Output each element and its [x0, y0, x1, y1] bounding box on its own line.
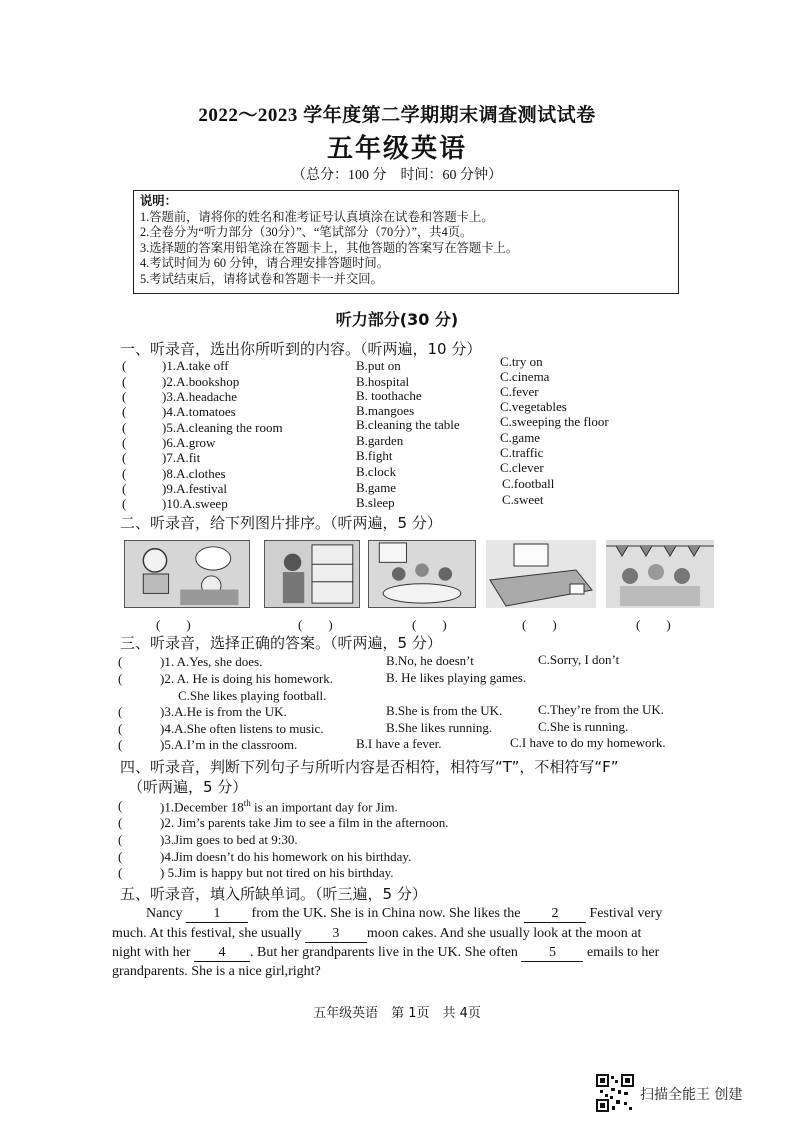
- question-option-b: B.game: [356, 480, 397, 495]
- question-option-b: B. toothache: [356, 388, 422, 403]
- section-3-title: 三、听录音，选择正确的答案。（听两遍，5 分）: [120, 634, 442, 652]
- paren: (: [118, 798, 123, 813]
- question-option-b: B.garden: [356, 433, 404, 448]
- paren: (: [118, 704, 123, 719]
- question-option-a: )6.A.grow: [162, 435, 216, 450]
- paren: (: [122, 466, 127, 481]
- exam-title: 2022～2023 学年度第二学期期末调查测试试卷: [198, 105, 596, 126]
- cloze-text: emails to her: [583, 945, 660, 960]
- tf-text: is an important day for Jim.: [250, 799, 398, 815]
- question-option-c: C.vegetables: [500, 399, 567, 414]
- question-option-b: B.cleaning the table: [356, 417, 460, 432]
- qr-code-icon: [596, 1074, 634, 1112]
- question-option-c: C.clever: [500, 460, 544, 475]
- cloze-line-4: grandparents. She is a nice girl,right?: [112, 964, 321, 979]
- question-option-a: )5.A.cleaning the room: [162, 420, 283, 435]
- cloze-text: moon cakes. And she usually look at the moon at: [366, 926, 642, 941]
- question-option-b: B. He likes playing games.: [386, 670, 527, 685]
- question-option-c: C.traffic: [500, 445, 544, 460]
- question-option-b: B.hospital: [356, 374, 410, 389]
- fridge-scene-illustration: [265, 541, 359, 607]
- question-option-c: C.Sorry, I don’t: [538, 652, 620, 667]
- ordinal-suffix: th: [243, 798, 251, 808]
- section-4-title-cont: （听两遍，5 分）: [128, 778, 248, 796]
- question-option-a: )4.A.She often listens to music.: [160, 721, 324, 736]
- picture-sick-in-bed: [124, 540, 250, 608]
- subject-title: 五年级英语: [326, 134, 467, 164]
- question-option-c: C.She is running.: [538, 719, 629, 734]
- exam-meta: （总分：100 分 时间：60 分钟）: [292, 168, 502, 183]
- question-option-a: )5.A.I’m in the classroom.: [160, 737, 298, 752]
- question-option-c: C.sweeping the floor: [500, 414, 609, 429]
- paren: (: [122, 435, 127, 450]
- instructions-box: [133, 190, 679, 294]
- picture-family-dinner: [368, 540, 476, 608]
- question-option-a: )9.A.festival: [162, 481, 227, 496]
- paren: (: [122, 420, 127, 435]
- question-option-a: )7.A.fit: [162, 450, 201, 465]
- picture-order-blank[interactable]: ( ): [156, 617, 191, 632]
- paren: (: [122, 404, 127, 419]
- dinner-scene-illustration: [369, 541, 475, 607]
- paren: (: [122, 450, 127, 465]
- true-false-item: )2. Jim’s parents take Jim to see a film in the afternoon.: [160, 815, 449, 830]
- picture-fridge: [264, 540, 360, 608]
- section-4-title: 四、听录音，判断下列句子与所听内容是否相符，相符写“T”，不相符写“F”: [120, 758, 619, 776]
- instruction-item: 5.考试结束后，请将试卷和答题卡一并交回。: [140, 271, 383, 286]
- section-1-title: 一、听录音，选出你所听到的内容。（听两遍，10 分）: [120, 340, 482, 358]
- true-false-item: [160, 798, 398, 815]
- cloze-blank-5[interactable]: 5: [521, 945, 583, 962]
- living-room-illustration: [486, 540, 596, 608]
- paren: (: [118, 832, 123, 847]
- cloze-line-1: [146, 906, 662, 923]
- paren: (: [118, 849, 123, 864]
- paren: (: [118, 654, 123, 669]
- question-option-a: )1.A.take off: [162, 358, 229, 373]
- picture-order-blank[interactable]: ( ): [636, 617, 671, 632]
- cloze-text: . But her grandparents live in the UK. She often: [250, 945, 522, 960]
- question-option-b: B.I have a fever.: [356, 736, 442, 751]
- instruction-item: 2.全卷分为“听力部分（30分）”、“笔试部分（70分）”，共4页。: [140, 225, 473, 240]
- paren: (: [118, 865, 123, 880]
- question-option-c: C.football: [502, 476, 555, 491]
- paren: (: [118, 721, 123, 736]
- section-2-title: 二、听录音，给下列图片排序。（听两遍，5 分）: [120, 514, 442, 532]
- question-option-c: C.She likes playing football.: [178, 688, 327, 703]
- section-5-title: 五、听录音，填入所缺单词。（听三遍，5 分）: [120, 885, 427, 903]
- cloze-blank-2[interactable]: 2: [524, 906, 586, 923]
- cloze-blank-3[interactable]: 3: [305, 926, 367, 943]
- qr-code-graphic: [596, 1074, 634, 1112]
- question-option-a: )8.A.clothes: [162, 466, 226, 481]
- paren: (: [118, 737, 123, 752]
- instruction-item: 3.选择题的答案用铅笔涂在答题卡上，其他答题的答案写在答题卡上。: [140, 240, 519, 255]
- paren: (: [122, 358, 127, 373]
- picture-party: [606, 540, 714, 608]
- cloze-line-2: [112, 926, 641, 943]
- question-option-a: )10.A.sweep: [162, 496, 228, 511]
- question-option-b: B.She likes running.: [386, 720, 493, 735]
- true-false-item: )4.Jim doesn’t do his homework on his birthday.: [160, 849, 412, 864]
- question-option-b: B.mangoes: [356, 403, 415, 418]
- cloze-text: Festival very: [586, 906, 663, 921]
- question-option-b: B.She is from the UK.: [386, 703, 503, 718]
- paren: (: [122, 389, 127, 404]
- question-option-a: )3.A.headache: [162, 389, 238, 404]
- question-option-b: B.fight: [356, 448, 393, 463]
- tf-text: )1.December 18: [160, 799, 244, 815]
- picture-order-blank[interactable]: ( ): [412, 617, 447, 632]
- cloze-blank-4[interactable]: 4: [194, 945, 250, 962]
- question-option-c: C.try on: [500, 354, 543, 369]
- instruction-item: 1.答题前，请将你的姓名和准考证号认真填涂在试卷和答题卡上。: [140, 209, 494, 224]
- cloze-line-3: [112, 945, 659, 962]
- cloze-blank-1[interactable]: 1: [186, 906, 248, 923]
- cloze-text: night with her: [112, 945, 195, 960]
- true-false-item: ) 5.Jim is happy but not tired on his birthday.: [160, 865, 394, 880]
- sick-scene-illustration: [125, 541, 249, 607]
- scanner-watermark: 扫描全能王 创建: [640, 1087, 743, 1103]
- paren: (: [122, 481, 127, 496]
- paren: (: [122, 496, 127, 511]
- question-option-c: C.cinema: [500, 369, 550, 384]
- question-option-c: C.I have to do my homework.: [510, 735, 666, 750]
- question-option-b: B.No, he doesn’t: [386, 653, 474, 668]
- picture-living-room: [486, 540, 596, 608]
- question-option-a: )2. A. He is doing his homework.: [160, 671, 333, 686]
- question-option-b: B.put on: [356, 358, 401, 373]
- picture-order-blank[interactable]: ( ): [522, 617, 557, 632]
- cloze-text: from the UK. She is in China now. She likes the: [248, 906, 524, 921]
- question-option-c: C.They’re from the UK.: [538, 702, 664, 717]
- question-option-a: )2.A.bookshop: [162, 374, 240, 389]
- paren: (: [118, 815, 123, 830]
- question-option-b: B.sleep: [356, 495, 395, 510]
- question-option-a: )4.A.tomatoes: [162, 404, 236, 419]
- question-option-a: )3.A.He is from the UK.: [160, 704, 287, 719]
- party-scene-illustration: [606, 540, 714, 608]
- paren: (: [122, 374, 127, 389]
- listening-heading: 听力部分(30 分): [335, 310, 459, 329]
- page-footer: 五年级英语 第 1页 共 4页: [313, 1006, 481, 1021]
- question-option-c: C.sweet: [502, 492, 544, 507]
- paren: (: [118, 671, 123, 686]
- instructions-heading: 说明：: [140, 194, 177, 208]
- instruction-item: 4.考试时间为 60 分钟，请合理安排答题时间。: [140, 256, 390, 271]
- question-option-a: )1. A.Yes, she does.: [160, 654, 263, 669]
- cloze-text: much. At this festival, she usually: [112, 926, 305, 941]
- question-option-c: C.game: [500, 430, 541, 445]
- question-option-c: C.fever: [500, 384, 539, 399]
- picture-order-blank[interactable]: ( ): [298, 617, 333, 632]
- question-option-b: B.clock: [356, 464, 397, 479]
- true-false-item: )3.Jim goes to bed at 9:30.: [160, 832, 298, 847]
- cloze-text: Nancy: [146, 906, 187, 921]
